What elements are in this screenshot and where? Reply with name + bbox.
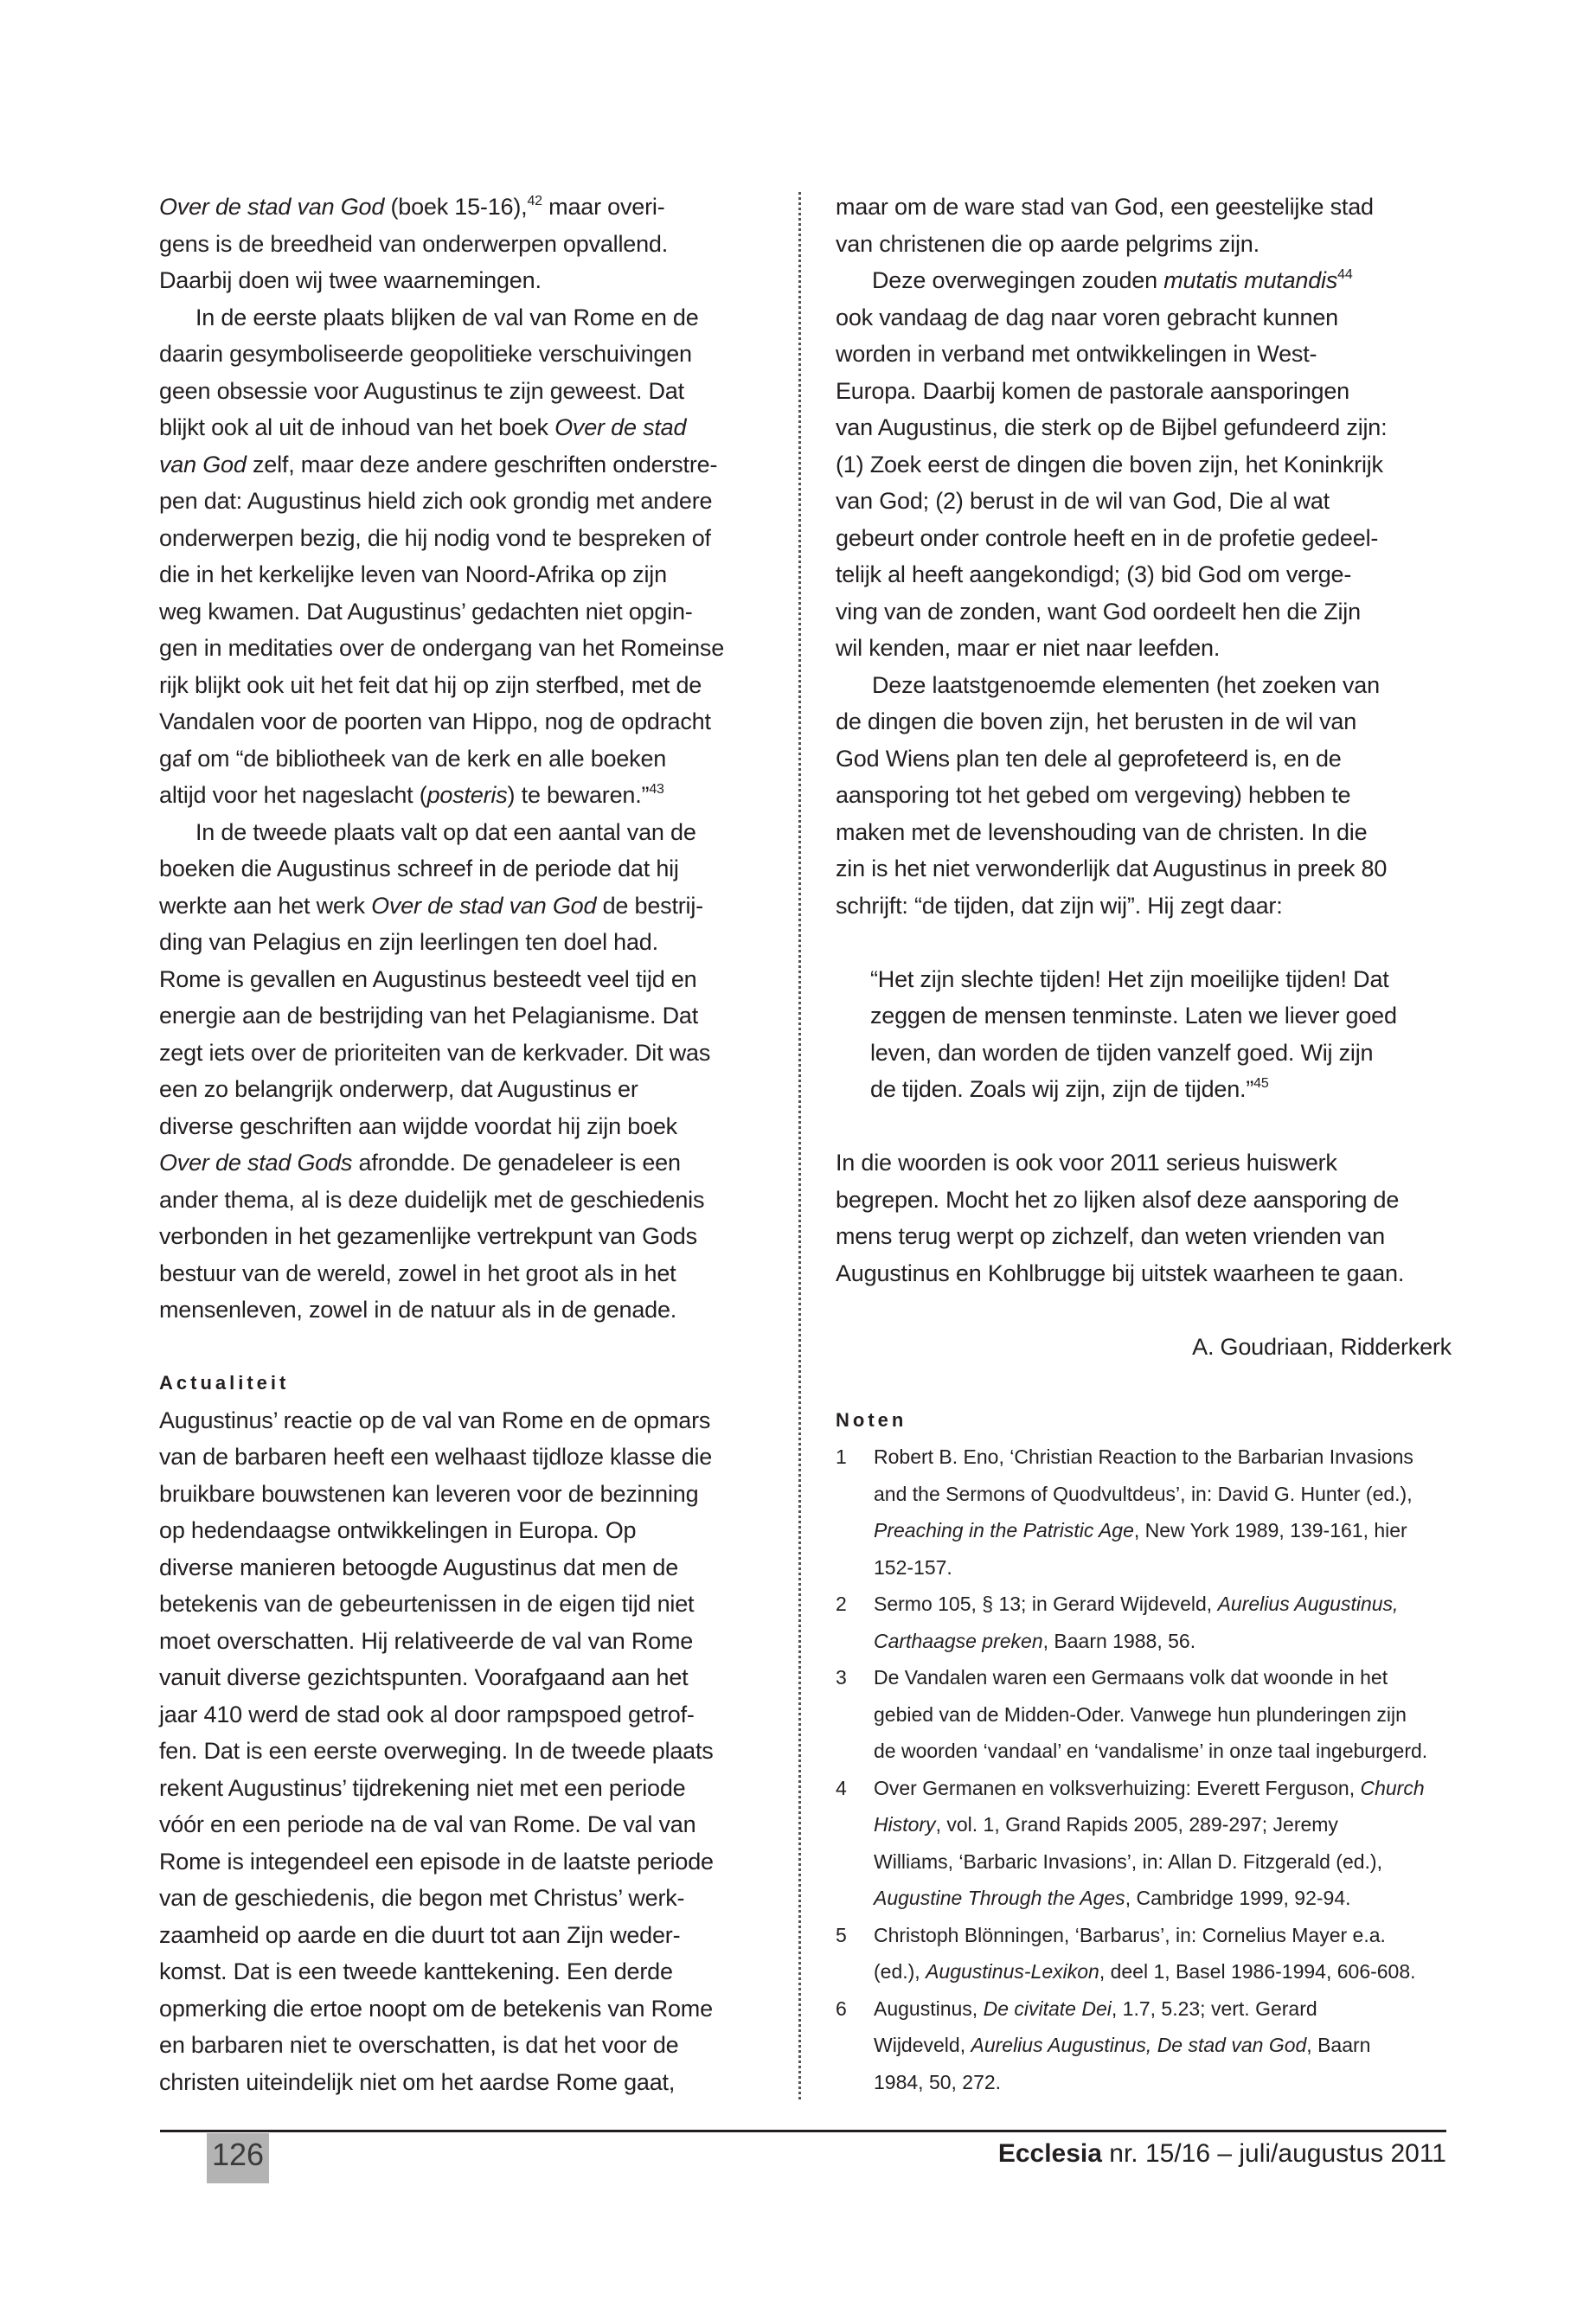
- text-line: begrepen. Mocht het zo lijken alsof deze aansporing de: [836, 1186, 1400, 1213]
- text-line: In die woorden is ook voor 2011 serieus huiswerk: [836, 1150, 1337, 1176]
- text-line: [159, 888, 765, 925]
- text-line: ving van de zonden, want God oordeelt hen die Zijn: [836, 598, 1361, 625]
- text-line: “Het zijn slechte tijden! Het zijn moeilijke tijden! Dat: [870, 965, 1389, 992]
- left-column: [159, 189, 765, 2100]
- text-line: [159, 189, 765, 226]
- italic-text: Church: [1360, 1776, 1425, 1799]
- text-span: (ed.),: [874, 1960, 926, 1983]
- italic-text: Preaching in the Patristic Age: [874, 1519, 1134, 1541]
- text-line: diverse geschriften aan wijdde voordat hij zijn boek: [159, 1112, 677, 1139]
- footnote: [836, 1770, 1452, 1917]
- italic-text: posteris: [426, 782, 508, 808]
- footnote-reference: 42: [527, 194, 542, 208]
- text-line: zegt iets over de prioriteiten van de kerkvader. Dit was: [159, 1039, 711, 1066]
- italic-text: Over de stad Gods: [159, 1150, 353, 1176]
- italic-text: Over de stad van God: [371, 892, 597, 919]
- footnote: [836, 1990, 1452, 2101]
- text-line: ander thema, al is deze duidelijk met de geschiedenis: [159, 1186, 705, 1213]
- footnote-reference: 43: [649, 782, 664, 797]
- text-line: [836, 262, 1452, 299]
- text-span: zelf, maar deze andere geschriften onderstre-: [246, 451, 718, 478]
- text-span: , vol. 1, Grand Rapids 2005, 289-297; Jeremy: [935, 1813, 1338, 1836]
- text-line: wil kenden, maar er niet naar leefden.: [836, 635, 1221, 661]
- text-line: de woorden ‘vandaal’ en ‘vandalisme’ in onze taal ingeburgerd.: [874, 1740, 1428, 1762]
- text-line: [874, 1623, 1398, 1660]
- text-line: maar om de ware stad van God, een geestelijke stad: [836, 194, 1374, 220]
- text-line: worden in verband met ontwikkelingen in West-: [836, 341, 1317, 367]
- text-line: betekenis van de gebeurtenissen in de eigen tijd niet: [159, 1591, 695, 1617]
- text-line: van Augustinus, die sterk op de Bijbel gefundeerd zijn:: [836, 414, 1388, 440]
- text-line: gens is de breedheid van onderwerpen opvallend.: [159, 230, 669, 257]
- text-line: (1) Zoek eerst de dingen die boven zijn, het Koninkrijk: [836, 451, 1383, 478]
- text-line: maken met de levenshouding van de christen. In die: [836, 818, 1368, 845]
- text-line: een zo belangrijk onderwerp, dat Augustinus er: [159, 1076, 638, 1102]
- italic-text: Aurelius Augustinus,: [1217, 1593, 1399, 1615]
- section-heading: Noten: [836, 1408, 907, 1431]
- text-line: rijk blijkt ook uit het feit dat hij op zijn sterfbed, met de: [159, 671, 702, 698]
- text-line: bruikbare bouwstenen kan leveren voor de bezinning: [159, 1480, 699, 1507]
- footnote-number: 2: [836, 1593, 847, 1615]
- text-line: Daarbij doen wij twee waarnemingen.: [159, 267, 542, 293]
- text-line: In de eerste plaats blijken de val van Rome en de: [195, 304, 699, 330]
- text-span: de tijden. Zoals wij zijn, zijn de tijden.”: [870, 1076, 1254, 1102]
- text-line: Christoph Blönningen, ‘Barbarus’, in: Cornelius Mayer e.a.: [874, 1923, 1386, 1946]
- footnote-text: [874, 1770, 1425, 1917]
- text-line: zeggen de mensen tenminste. Laten we liever goed: [870, 1003, 1397, 1029]
- italic-text: Over de stad van God: [159, 194, 385, 220]
- footnote-reference: 44: [1337, 267, 1353, 282]
- text-line: Robert B. Eno, ‘Christian Reaction to the Barbarian Invasions: [874, 1445, 1413, 1468]
- text-line: geen obsessie voor Augustinus te zijn geweest. Dat: [159, 377, 684, 404]
- footnote-number: 6: [836, 1997, 847, 2020]
- journal-issue: nr. 15/16 – juli/augustus 2011: [1101, 2139, 1446, 2168]
- text-line: fen. Dat is een eerste overweging. In de tweede plaats: [159, 1738, 714, 1764]
- footnote-text: [874, 1586, 1398, 1659]
- text-span: (boek 15-16),: [384, 194, 528, 220]
- text-line: energie aan de bestrijding van het Pelagianisme. Dat: [159, 1003, 699, 1029]
- italic-text: mutatis mutandis: [1163, 267, 1338, 293]
- paragraph: [159, 299, 765, 814]
- italic-text: Augustinus-Lexikon: [926, 1960, 1099, 1983]
- italic-text: De civitate Dei: [983, 1997, 1112, 2020]
- footnote-number: 1: [836, 1445, 847, 1468]
- text-line: 1984, 50, 272.: [874, 2070, 1002, 2093]
- text-span: maar overi-: [542, 194, 665, 220]
- text-line: daarin gesymboliseerde geopolitieke verschuivingen: [159, 341, 692, 367]
- footnote-number: 5: [836, 1923, 847, 1946]
- text-line: schrijft: “de tijden, dat zijn wij”. Hij zegt daar:: [836, 892, 1283, 919]
- footnote-text: [874, 1659, 1427, 1770]
- paragraph: [836, 189, 1452, 262]
- text-span: blijkt ook al uit de inhoud van het boek: [159, 414, 555, 440]
- text-line: boeken die Augustinus schreef in de periode dat hij: [159, 856, 679, 881]
- text-line: en barbaren niet te overschatten, is dat het voor de: [159, 2032, 679, 2058]
- text-line: [159, 777, 765, 814]
- text-line: van de geschiedenis, die begon met Christus’ werk-: [159, 1885, 685, 1911]
- text-line: Deze laatstgenoemde elementen (het zoeken van: [872, 671, 1380, 698]
- text-line: [159, 446, 765, 484]
- journal-name: Ecclesia: [997, 2139, 1102, 2168]
- italic-text: History: [874, 1813, 936, 1836]
- text-line: mens terug werpt op zichzelf, dan weten vrienden van: [836, 1223, 1385, 1249]
- text-line: mensenleven, zowel in de natuur als in de genade.: [159, 1297, 677, 1323]
- text-line: Rome is integendeel een episode in de laatste periode: [159, 1848, 714, 1875]
- text-line: [870, 1071, 1452, 1108]
- journal-info: [998, 2137, 1446, 2171]
- footnote-text: [874, 1917, 1416, 1990]
- text-span: , deel 1, Basel 1986-1994, 606-608.: [1099, 1960, 1416, 1983]
- footnote-text: [874, 1439, 1413, 1586]
- section-heading: Actualiteit: [159, 1372, 290, 1394]
- text-span: afrondde. De genadeleer is een: [352, 1150, 681, 1176]
- text-line: moet overschatten. Hij relativeerde de val van Rome: [159, 1627, 694, 1654]
- text-line: gen in meditaties over de ondergang van het Romeinse: [159, 635, 725, 661]
- text-line: de dingen die boven zijn, het berusten in de wil van: [836, 708, 1357, 734]
- text-line: Rome is gevallen en Augustinus besteedt veel tijd en: [159, 965, 697, 992]
- text-line: [874, 1880, 1425, 1917]
- text-line: van christenen die op aarde pelgrims zijn.: [836, 230, 1259, 257]
- paragraph: [836, 667, 1452, 925]
- text-line: ding van Pelagius en zijn leerlingen ten doel had.: [159, 929, 658, 955]
- italic-text: van God: [159, 451, 247, 478]
- text-line: gaf om “de bibliotheek van de kerk en alle boeken: [159, 745, 667, 772]
- text-line: aansporing tot het gebed om vergeving) hebben te: [836, 782, 1351, 808]
- paragraph: [836, 1144, 1452, 1292]
- italic-text: Carthaagse preken: [874, 1629, 1043, 1652]
- text-span: , Baarn: [1306, 2034, 1371, 2056]
- text-line: [874, 2027, 1370, 2064]
- text-line: leven, dan worden de tijden vanzelf goed. Wij zijn: [870, 1039, 1374, 1066]
- text-line: bestuur van de wereld, zowel in het groot als in het: [159, 1259, 676, 1286]
- text-line: verbonden in het gezamenlijke vertrekpunt van Gods: [159, 1223, 697, 1249]
- text-line: vóór en een periode na de val van Rome. De val van: [159, 1811, 696, 1837]
- italic-text: Aurelius Augustinus, De stad van God: [971, 2034, 1307, 2056]
- text-span: Wijdeveld,: [874, 2034, 971, 2056]
- italic-text: Over de stad: [554, 414, 687, 440]
- footnote: [836, 1586, 1452, 1659]
- text-line: weg kwamen. Dat Augustinus’ gedachten niet opgin-: [159, 598, 693, 625]
- text-span: , Cambridge 1999, 92-94.: [1125, 1887, 1351, 1909]
- footnote: [836, 1659, 1452, 1770]
- text-line: opmerking die ertoe noopt om de betekenis van Rome: [159, 1995, 713, 2022]
- text-line: ook vandaag de dag naar voren gebracht kunnen: [836, 304, 1338, 330]
- text-line: op hedendaagse ontwikkelingen in Europa. Op: [159, 1517, 637, 1543]
- text-line: [874, 1806, 1425, 1843]
- footnote-number: 4: [836, 1776, 847, 1799]
- text-line: pen dat: Augustinus hield zich ook grondig met andere: [159, 488, 713, 514]
- text-line: christen uiteindelijk niet om het aardse Rome gaat,: [159, 2068, 676, 2095]
- text-line: In de tweede plaats valt op dat een aantal van de: [195, 818, 696, 845]
- text-span: , New York 1989, 139-161, hier: [1133, 1519, 1407, 1541]
- text-line: Williams, ‘Barbaric Invasions’, in: Allan D. Fitzgerald (ed.),: [874, 1849, 1382, 1873]
- footnote: [836, 1917, 1452, 1990]
- footnotes-list: [836, 1439, 1452, 2100]
- text-line: van God; (2) berust in de wil van God, Die al wat: [836, 488, 1330, 514]
- text-line: diverse manieren betoogde Augustinus dat men de: [159, 1554, 679, 1580]
- text-span: Over Germanen en volksverhuizing: Everett Ferguson,: [874, 1776, 1361, 1799]
- text-line: komst. Dat is een tweede kanttekening. Een derde: [159, 1958, 673, 1984]
- paragraph: [159, 1402, 765, 2101]
- text-span: , 1.7, 5.23; vert. Gerard: [1111, 1997, 1317, 2020]
- text-line: gebied van de Midden-Oder. Vanwege hun plunderingen zijn: [874, 1702, 1407, 1726]
- footnote-reference: 45: [1253, 1076, 1269, 1091]
- text-line: die in het kerkelijke leven van Noord-Afrika op zijn: [159, 561, 667, 587]
- footnote-number: 3: [836, 1666, 847, 1689]
- italic-text: Augustine Through the Ages: [874, 1887, 1125, 1909]
- text-line: [874, 1512, 1413, 1549]
- text-span: ) te bewaren.”: [507, 782, 650, 808]
- text-line: Vandalen voor de poorten van Hippo, nog de opdracht: [159, 708, 711, 734]
- text-line: God Wiens plan ten dele al geprofeteerd is, en de: [836, 745, 1342, 772]
- text-line: Augustinus en Kohlbrugge bij uitstek waarheen te gaan.: [836, 1259, 1405, 1286]
- text-line: telijk al heeft aangekondigd; (3) bid God om verge-: [836, 561, 1352, 587]
- block-quote: [836, 961, 1452, 1108]
- text-line: vanuit diverse gezichtspunten. Voorafgaand aan het: [159, 1664, 689, 1690]
- paragraph: [836, 262, 1452, 667]
- text-span: Augustinus,: [874, 1997, 984, 2020]
- text-line: [874, 1990, 1370, 2028]
- text-line: gebeurt onder controle heeft en in de profetie gedeel-: [836, 524, 1379, 551]
- text-line: 152-157.: [874, 1555, 952, 1579]
- footnote: [836, 1439, 1452, 1586]
- text-line: [159, 1144, 765, 1182]
- text-line: Augustinus’ reactie op de val van Rome en de opmars: [159, 1407, 711, 1433]
- text-line: Europa. Daarbij komen de pastorale aansporingen: [836, 377, 1349, 404]
- paragraph: [159, 189, 765, 299]
- text-span: werkte aan het werk: [159, 892, 372, 919]
- text-span: Deze overwegingen zouden: [872, 267, 1164, 293]
- footer-rule: [160, 2130, 1446, 2132]
- text-span: , Baarn 1988, 56.: [1042, 1629, 1196, 1652]
- text-line: zin is het niet verwonderlijk dat Augustinus in preek 80: [836, 856, 1388, 881]
- text-span: altijd voor het nageslacht (: [159, 782, 427, 808]
- text-line: [874, 1586, 1398, 1623]
- text-span: Sermo 105, § 13; in Gerard Wijdeveld,: [874, 1593, 1218, 1615]
- text-line: and the Sermons of Quodvultdeus’, in: David G. Hunter (ed.),: [874, 1482, 1413, 1505]
- text-line: [874, 1770, 1425, 1807]
- text-line: rekent Augustinus’ tijdrekening niet met een periode: [159, 1774, 686, 1801]
- author-signature: [836, 1329, 1452, 1366]
- text-line: zaamheid op aarde en die duurt tot aan Zijn weder-: [159, 1921, 681, 1948]
- text-line: van de barbaren heeft een welhaast tijdloze klasse die: [159, 1444, 713, 1470]
- text-span: de bestrij-: [596, 892, 703, 919]
- footnote-text: [874, 1990, 1370, 2101]
- page-number: 126: [207, 2133, 269, 2183]
- text-line: jaar 410 werd de stad ook al door rampspoed getrof-: [159, 1701, 695, 1727]
- column-divider: [798, 192, 801, 2099]
- text-line: onderwerpen bezig, die hij nodig vond te bespreken of: [159, 524, 711, 551]
- text-line: [874, 1953, 1416, 1990]
- text-line: A. Goudriaan, Ridderkerk: [1192, 1333, 1452, 1360]
- text-line: De Vandalen waren een Germaans volk dat woonde in het: [874, 1666, 1388, 1689]
- right-column: [836, 189, 1452, 2100]
- text-line: [159, 409, 765, 446]
- paragraph: [159, 814, 765, 1329]
